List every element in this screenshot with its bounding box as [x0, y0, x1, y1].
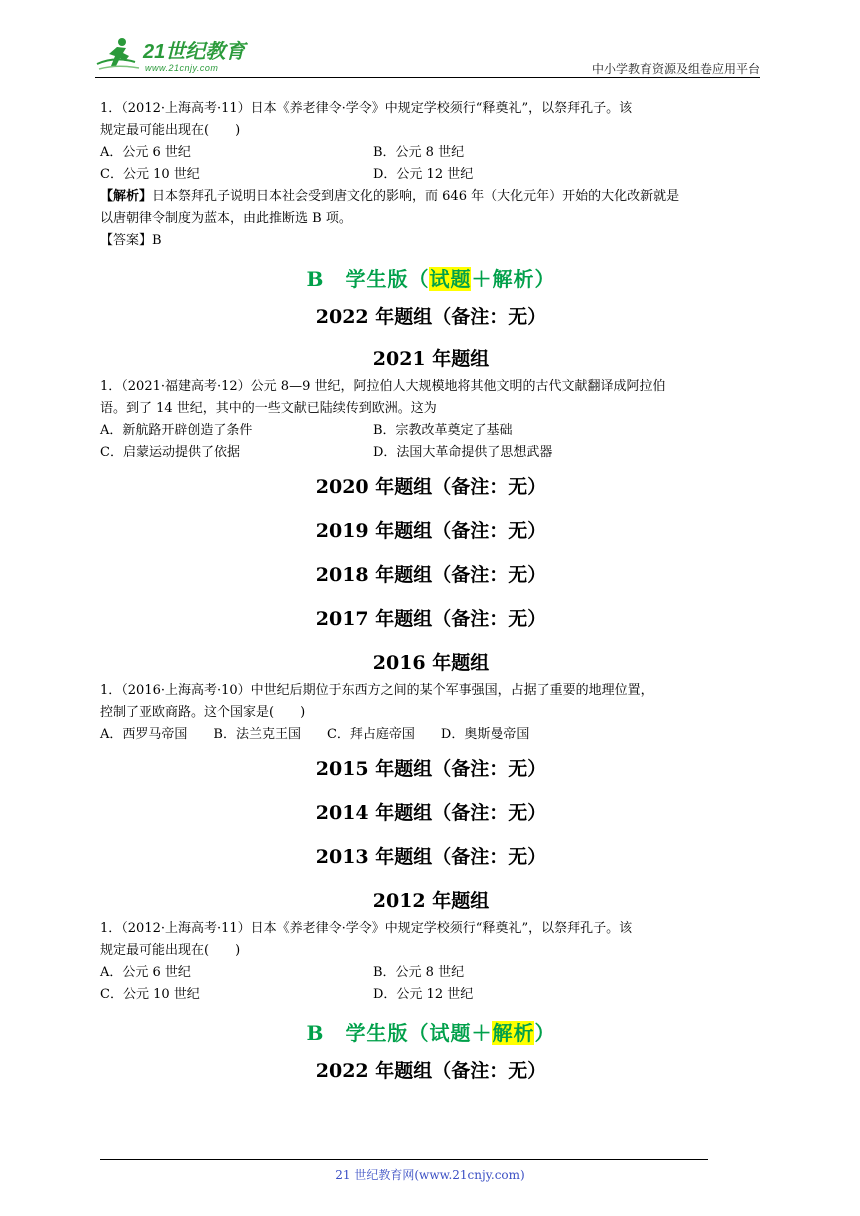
year-heading-2020: 2020 年题组（备注：无）	[315, 476, 547, 498]
option-d: D．公元 12 世纪	[373, 987, 474, 1002]
question-block-2021	[100, 376, 762, 464]
options	[100, 142, 762, 186]
running-figure-icon	[97, 38, 139, 69]
option-d: D．奥斯曼帝国	[440, 727, 530, 742]
section-highlight: 解析	[492, 1021, 535, 1045]
document-body	[100, 98, 762, 1084]
option-a: A．公元 6 世纪	[100, 965, 191, 980]
option-a: A．新航路开辟创造了条件	[100, 423, 253, 438]
option-c: C．启蒙运动提供了依据	[100, 445, 240, 460]
year-heading-2018: 2018 年题组（备注：无）	[315, 564, 547, 586]
year-heading-2022-b: 2022 年题组（备注：无）	[315, 1060, 547, 1082]
header-platform-text: 中小学教育资源及组卷应用平台	[591, 62, 760, 76]
logo-main-text: 21世纪教育	[143, 41, 246, 63]
question-line: 规定最可能出现在( )	[100, 943, 241, 958]
logo-21cnjy	[95, 34, 265, 76]
question-block-2012	[100, 918, 762, 1006]
section-highlight: 试题	[429, 267, 472, 291]
options	[100, 420, 762, 464]
analysis-text: 日本祭拜孔子说明日本社会受到唐文化的影响，而 646 年（大化元年）开始的大化改新就是	[152, 189, 680, 204]
year-heading-2022: 2022 年题组（备注：无）	[315, 306, 547, 328]
section-heading-student	[100, 266, 762, 292]
year-heading-2014: 2014 年题组（备注：无）	[315, 802, 547, 824]
section-prefix: B 学生版（	[306, 267, 430, 291]
option-a: A．西罗马帝国	[100, 727, 188, 742]
header-divider	[95, 77, 760, 78]
options	[100, 724, 762, 746]
section-heading-student-2	[100, 1020, 762, 1046]
year-heading-2016: 2016 年题组	[372, 652, 490, 674]
option-b: B．宗教改革奠定了基础	[373, 423, 513, 438]
question-line: 控制了亚欧商路。这个国家是( )	[100, 705, 306, 720]
option-b: B．公元 8 世纪	[373, 965, 465, 980]
year-heading-2013: 2013 年题组（备注：无）	[315, 846, 547, 868]
question-line: 规定最可能出现在( )	[100, 123, 241, 138]
question-line: 1．（2016·上海高考·10）中世纪后期位于东西方之间的某个军事强国，占据了重要的地理位置，	[100, 683, 654, 698]
page-header	[95, 28, 760, 78]
year-heading-2021: 2021 年题组	[372, 348, 490, 370]
question-line: 1．（2012·上海高考·11）日本《养老律令·学令》中规定学校须行“释奠礼”，以祭拜孔子。该	[100, 101, 633, 116]
section-suffix: ＋解析）	[471, 267, 556, 291]
option-c: C．拜占庭帝国	[326, 727, 415, 742]
year-heading-2015: 2015 年题组（备注：无）	[315, 758, 547, 780]
question-block-1	[100, 98, 762, 252]
answer-line: 【答案】B	[100, 233, 162, 248]
options	[100, 962, 762, 1006]
option-b: B．法兰克王国	[213, 727, 301, 742]
question-block-2016	[100, 680, 762, 746]
option-a: A．公元 6 世纪	[100, 145, 191, 160]
year-heading-2012: 2012 年题组	[372, 890, 490, 912]
section-prefix: B 学生版（试题＋	[306, 1021, 493, 1045]
question-line: 1．（2012·上海高考·11）日本《养老律令·学令》中规定学校须行“释奠礼”，以祭拜孔子。该	[100, 921, 633, 936]
option-b: B．公元 8 世纪	[373, 145, 465, 160]
option-d: D．法国大革命提供了思想武器	[373, 445, 553, 460]
analysis-line	[100, 186, 762, 208]
footer-divider	[100, 1159, 708, 1160]
footer-link[interactable]: 21 世纪教育网(www.21cnjy.com)	[335, 1168, 525, 1182]
year-heading-2017: 2017 年题组（备注：无）	[315, 608, 547, 630]
section-suffix: ）	[534, 1021, 556, 1045]
option-c: C．公元 10 世纪	[100, 987, 200, 1002]
year-heading-2019: 2019 年题组（备注：无）	[315, 520, 547, 542]
analysis-label: 【解析】	[100, 189, 153, 204]
analysis-line: 以唐朝律令制度为蓝本，由此推断选 B 项。	[100, 211, 352, 226]
option-d: D．公元 12 世纪	[373, 167, 474, 182]
question-line: 1．（2021·福建高考·12）公元 8—9 世纪，阿拉伯人大规模地将其他文明的古代文献翻译成阿拉伯	[100, 379, 666, 394]
logo-url-text: www.21cnjy.com	[145, 63, 219, 73]
option-c: C．公元 10 世纪	[100, 167, 200, 182]
question-line: 语。到了 14 世纪，其中的一些文献已陆续传到欧洲。这为	[100, 401, 437, 416]
